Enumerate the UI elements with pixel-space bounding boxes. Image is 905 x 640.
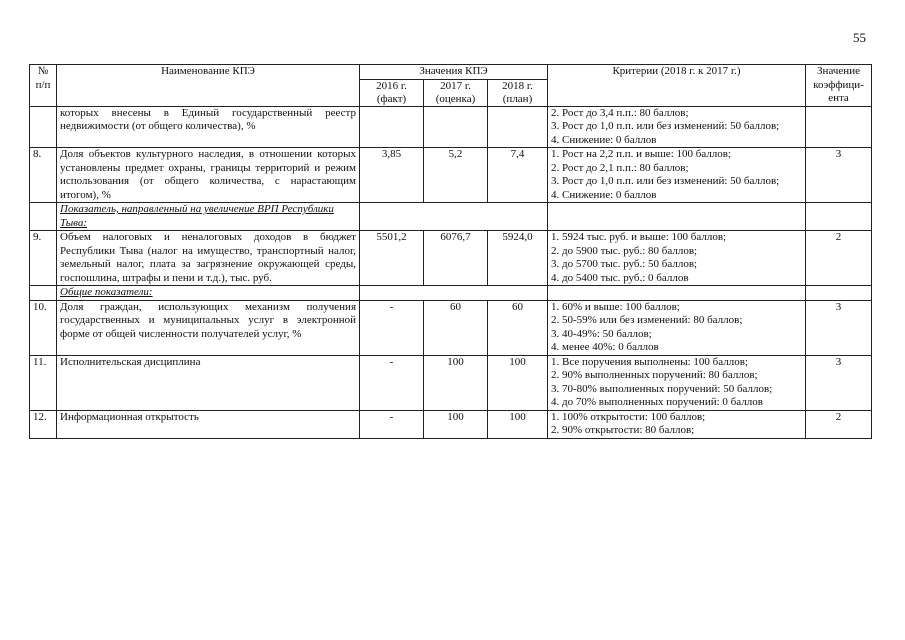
header-num: № п/п xyxy=(30,65,57,107)
section-empty-cell xyxy=(548,286,806,301)
value-2017: 100 xyxy=(424,355,488,410)
row-number xyxy=(30,106,57,148)
section-title: Общие показатели: xyxy=(57,286,360,301)
table-row xyxy=(30,300,872,355)
page-number: 55 xyxy=(853,30,866,45)
section-empty-cell xyxy=(360,286,548,301)
section-title: Показатель, направленный на увеличение ВРП Республики Тыва: xyxy=(57,203,360,231)
coefficient-value xyxy=(806,106,872,148)
indicator-name: Информационная открытость xyxy=(57,410,360,438)
value-2018: 7,4 xyxy=(488,148,548,203)
criteria-cell xyxy=(548,106,806,148)
criteria-item: 4. Снижение: 0 баллов xyxy=(551,133,657,146)
section-empty-cell xyxy=(360,203,548,231)
value-2018: 100 xyxy=(488,410,548,438)
value-2017 xyxy=(424,106,488,148)
value-2016: 5501,2 xyxy=(360,231,424,286)
indicator-name: Доля граждан, использующих механизм получения государственных и муниципальных услуг в электронной форме от общей численности получателей услуг, % xyxy=(57,300,360,355)
kpe-table-body xyxy=(30,106,872,438)
row-number: 8. xyxy=(30,148,57,203)
criteria-cell xyxy=(548,148,806,203)
coefficient-value: 3 xyxy=(806,300,872,355)
header-2017: 2017 г. (оценка) xyxy=(424,79,488,106)
header-criteria: Критерии (2018 г. к 2017 г.) xyxy=(548,65,806,107)
value-2017: 100 xyxy=(424,410,488,438)
table-row xyxy=(30,106,872,148)
table-row xyxy=(30,355,872,410)
section-empty-cell xyxy=(806,286,872,301)
header-values: Значения КПЭ xyxy=(360,65,548,80)
section-num-cell xyxy=(30,203,57,231)
criteria-item: 1. Рост на 2,2 п.п. и выше: 100 баллов; xyxy=(551,148,732,160)
header-2018: 2018 г. (план) xyxy=(488,79,548,106)
criteria-item: 4. до 70% выполненных поручений: 0 баллов xyxy=(551,396,763,408)
criteria-cell xyxy=(548,231,806,286)
criteria-cell xyxy=(548,355,806,410)
value-2016: 3,85 xyxy=(360,148,424,203)
coefficient-value: 3 xyxy=(806,148,872,203)
criteria-item: 2. до 5900 тыс. руб.: 80 баллов; xyxy=(551,244,698,257)
section-num-cell xyxy=(30,286,57,301)
header-2016: 2016 г. (факт) xyxy=(360,79,424,106)
value-2018 xyxy=(488,106,548,148)
row-number: 11. xyxy=(30,355,57,410)
criteria-item: 4. менее 40%: 0 баллов xyxy=(551,341,659,353)
criteria-item: 1. 60% и выше: 100 баллов; xyxy=(551,300,680,313)
section-empty-cell xyxy=(548,203,806,231)
criteria-item: 3. Рост до 1,0 п.п. или без изменений: 50 баллов; xyxy=(551,175,780,187)
criteria-item: 4. Снижение: 0 баллов xyxy=(551,188,657,201)
criteria-cell xyxy=(548,410,806,438)
value-2016: - xyxy=(360,300,424,355)
criteria-item: 3. до 5700 тыс. руб.: 50 баллов; xyxy=(551,258,698,270)
row-number: 9. xyxy=(30,231,57,286)
indicator-name: Объем налоговых и неналоговых доходов в бюджет Республики Тыва (налог на имущество, транспортный налог, земельный налог, плата за загрязнение окружающей среды, госпошлина, штрафы и пени и т.д.), тыс. руб. xyxy=(57,231,360,286)
table-row xyxy=(30,410,872,438)
criteria-item: 2. 90% открытости: 80 баллов; xyxy=(551,424,695,436)
indicator-name: Исполнительская дисциплина xyxy=(57,355,360,410)
value-2017: 6076,7 xyxy=(424,231,488,286)
criteria-cell xyxy=(548,300,806,355)
criteria-item: 2. Рост до 3,4 п.п.: 80 баллов; xyxy=(551,106,689,119)
value-2018: 60 xyxy=(488,300,548,355)
section-row xyxy=(30,286,872,301)
row-number: 10. xyxy=(30,300,57,355)
header-coefficient: Значение коэффици-ента xyxy=(806,65,872,107)
criteria-item: 1. 100% открытости: 100 баллов; xyxy=(551,410,706,423)
criteria-item: 3. 40-49%: 50 баллов; xyxy=(551,327,652,340)
row-number: 12. xyxy=(30,410,57,438)
value-2018: 5924,0 xyxy=(488,231,548,286)
table-row xyxy=(30,231,872,286)
value-2016 xyxy=(360,106,424,148)
kpe-table xyxy=(29,64,872,439)
criteria-item: 2. 90% выполненных поручений: 80 баллов; xyxy=(551,369,758,381)
section-empty-cell xyxy=(806,203,872,231)
criteria-item: 1. 5924 тыс. руб. и выше: 100 баллов; xyxy=(551,231,727,243)
value-2017: 5,2 xyxy=(424,148,488,203)
value-2016: - xyxy=(360,410,424,438)
coefficient-value: 2 xyxy=(806,231,872,286)
criteria-item: 2. 50-59% или без изменений: 80 баллов; xyxy=(551,314,743,326)
value-2018: 100 xyxy=(488,355,548,410)
value-2017: 60 xyxy=(424,300,488,355)
table-row xyxy=(30,148,872,203)
section-row xyxy=(30,203,872,231)
indicator-name: Доля объектов культурного наследия, в отношении которых установлены предмет охраны, границы территорий и режим использования (от общего количества, с нарастающим итогом), % xyxy=(57,148,360,203)
criteria-item: 3. Рост до 1,0 п.п. или без изменений: 50 баллов; xyxy=(551,120,780,132)
header-name: Наименование КПЭ xyxy=(57,65,360,107)
criteria-item: 1. Все поручения выполнены: 100 баллов; xyxy=(551,355,748,368)
criteria-item: 4. до 5400 тыс. руб.: 0 баллов xyxy=(551,271,689,284)
coefficient-value: 3 xyxy=(806,355,872,410)
indicator-name: которых внесены в Единый государственный реестр недвижимости (от общего количества), % xyxy=(57,106,360,148)
criteria-item: 2. Рост до 2,1 п.п.: 80 баллов; xyxy=(551,161,689,174)
coefficient-value: 2 xyxy=(806,410,872,438)
criteria-item: 3. 70-80% выполиенных поручений: 50 баллов; xyxy=(551,382,773,395)
value-2016: - xyxy=(360,355,424,410)
